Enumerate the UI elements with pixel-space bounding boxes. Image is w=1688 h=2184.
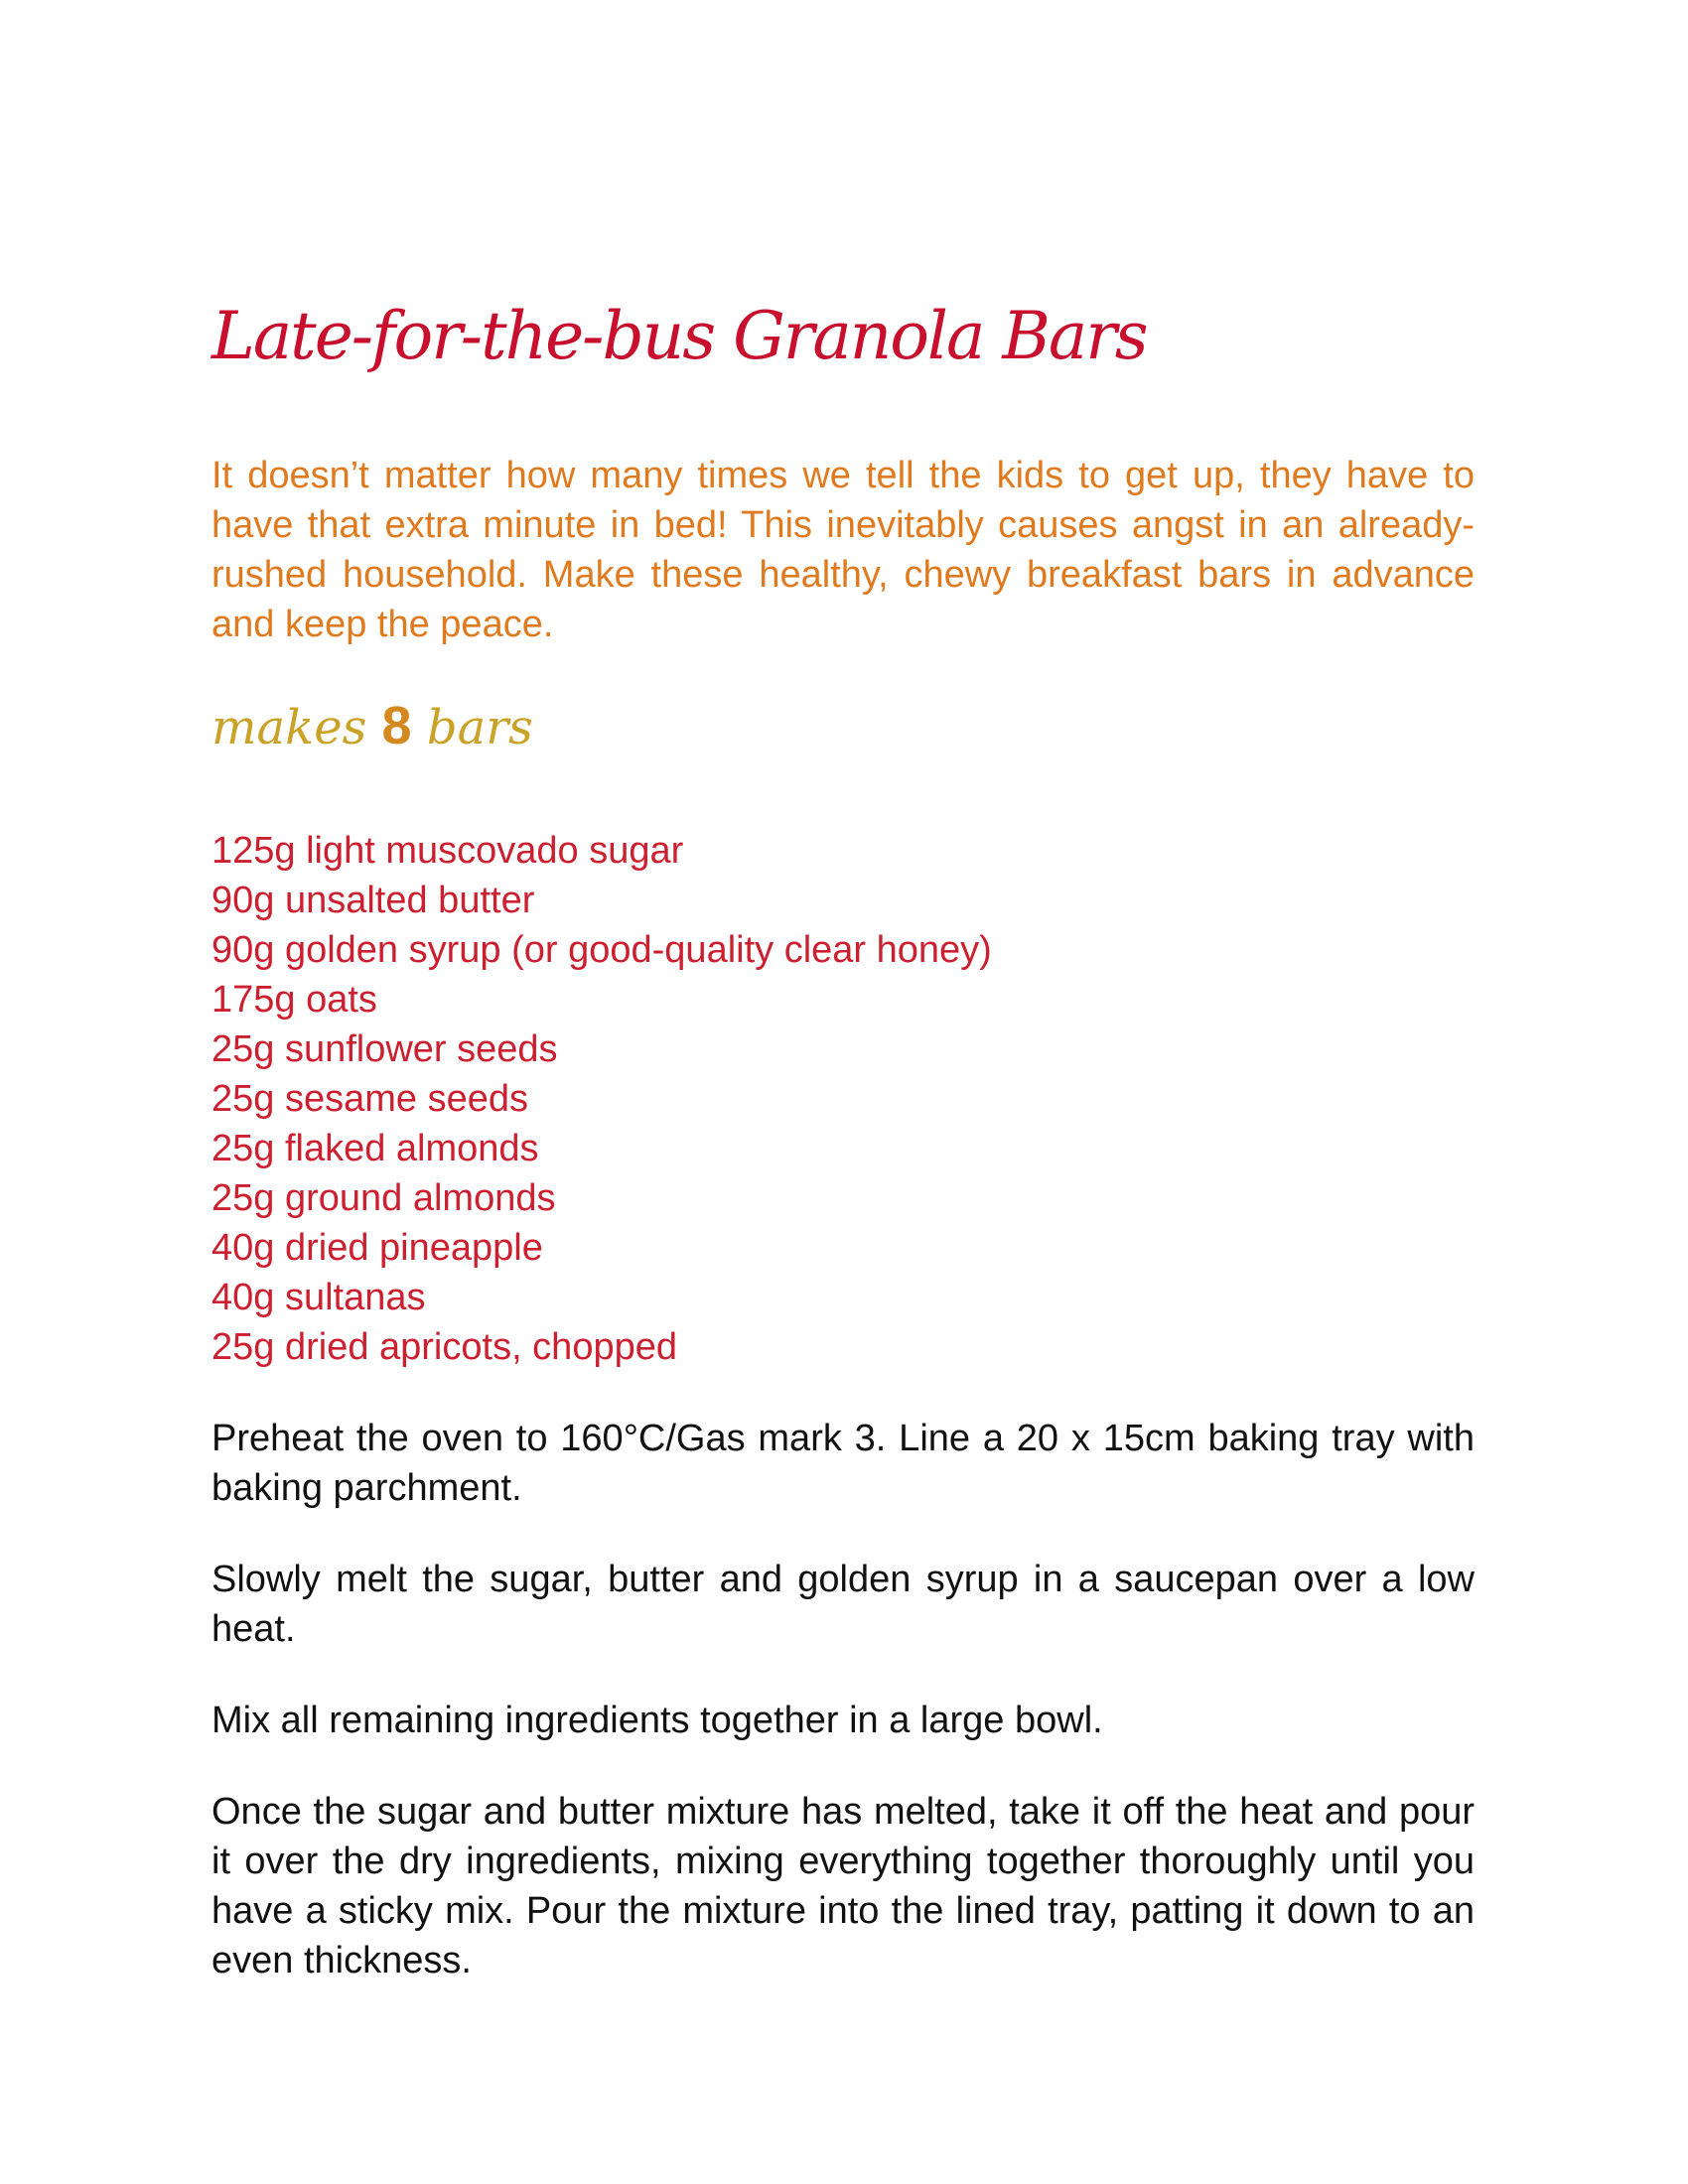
method-step-3: Mix all remaining ingredients together in a large bowl. xyxy=(211,1700,1103,1741)
method-step-2: Slowly melt the sugar, butter and golden syrup in a saucepan over a low heat. xyxy=(211,1559,1475,1650)
ingredient-item: 40g dried pineapple xyxy=(211,1227,543,1269)
recipe-title: Late-for-the-bus Granola Bars xyxy=(211,298,1147,374)
method-step-4: Once the sugar and butter mixture has melted, take it off the heat and pour it over the dry ingredients, mixing everything together thoroughly until you have a sticky mix. Pour the mixture into the lined tray, patting it down to an even thickness. xyxy=(211,1791,1475,1981)
ingredient-item: 90g unsalted butter xyxy=(211,880,535,921)
ingredient-item: 25g flaked almonds xyxy=(211,1128,539,1169)
ingredient-item: 25g dried apricots, chopped xyxy=(211,1326,677,1368)
recipe-intro: It doesn’t matter how many times we tell the kids to get up, they have to have that extra minute in bed! This inevitably causes angst in an already-rushed household. Make these healthy, chewy breakfast bars in advance and keep the peace. xyxy=(211,455,1475,645)
ingredient-item: 40g sultanas xyxy=(211,1277,426,1318)
ingredient-item: 175g oats xyxy=(211,979,377,1021)
ingredient-item: 125g light muscovado sugar xyxy=(211,830,684,872)
yield-prefix: makes xyxy=(211,700,367,755)
ingredient-item: 25g ground almonds xyxy=(211,1177,556,1219)
ingredient-item: 90g golden syrup (or good-quality clear honey) xyxy=(211,929,992,971)
yield-count: 8 xyxy=(381,696,412,755)
recipe-yield xyxy=(211,695,533,756)
ingredient-item: 25g sunflower seeds xyxy=(211,1028,558,1070)
yield-suffix: bars xyxy=(426,700,533,755)
method-step-1: Preheat the oven to 160°C/Gas mark 3. Line a 20 x 15cm baking tray with baking parchment. xyxy=(211,1418,1475,1509)
ingredient-item: 25g sesame seeds xyxy=(211,1078,528,1120)
ingredients-list xyxy=(211,826,992,1372)
